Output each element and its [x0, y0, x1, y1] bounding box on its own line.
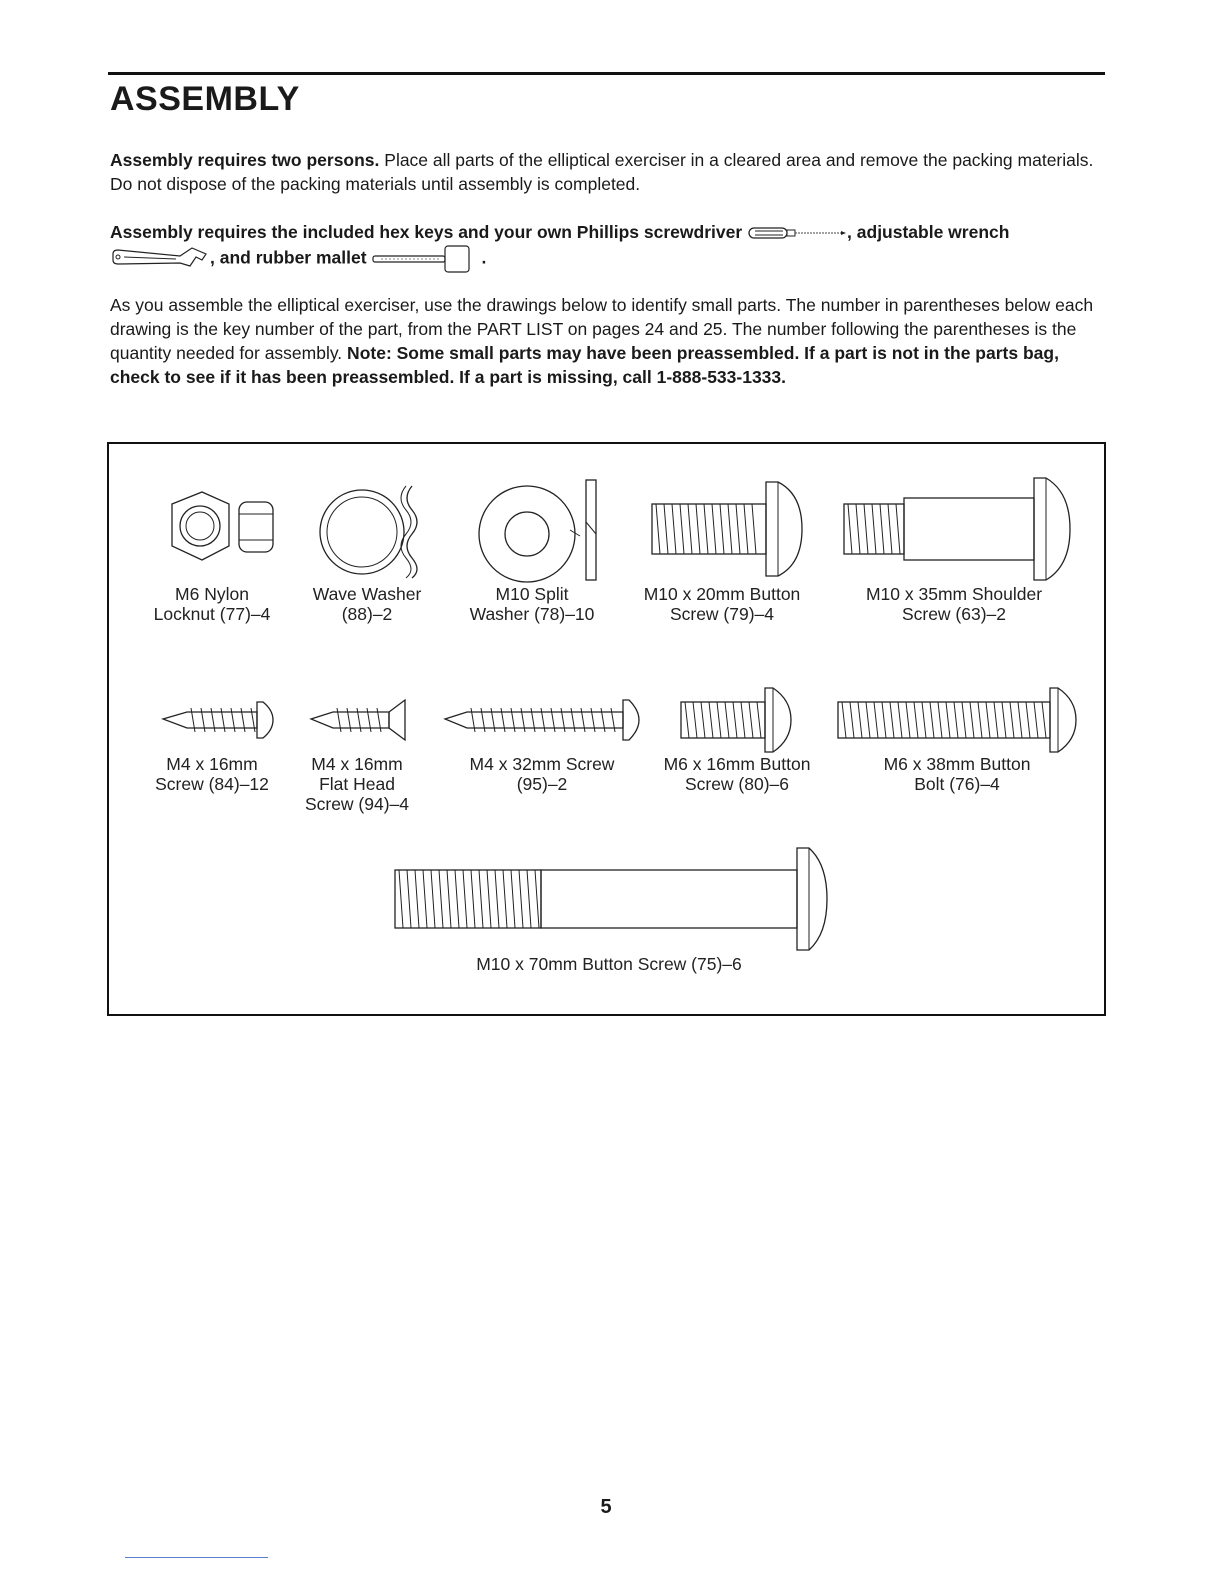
part-m10-35mm-shoulder-screw: [834, 474, 1074, 624]
part-m4-16mm-screw: [137, 684, 287, 794]
part-m6-38mm-button-bolt: [827, 684, 1087, 794]
part-label: M4 x 16mm Screw (84)–12: [155, 754, 269, 794]
wave-washer-icon: [302, 474, 432, 584]
part-label: M10 Split Washer (78)–10: [469, 584, 595, 624]
parts-identification-box: [107, 442, 1106, 1016]
parts-paragraph: [110, 293, 1110, 389]
tools-text-2: , adjustable wrench: [847, 222, 1010, 242]
part-label: M6 x 38mm Button Bolt (76)–4: [883, 754, 1031, 794]
part-m10-70mm-button-screw: [379, 844, 839, 974]
part-label: M10 x 35mm Shoulder Screw (63)–2: [865, 584, 1043, 624]
button-screw-icon: [632, 474, 812, 584]
part-m10-20mm-button-screw: [627, 474, 817, 624]
button-bolt-icon: [832, 684, 1082, 754]
part-wave-washer: [297, 474, 437, 624]
wrench-icon: [110, 246, 210, 272]
part-label: M10 x 20mm Button Screw (79)–4: [643, 584, 801, 624]
part-label: M4 x 16mm Flat Head Screw (94)–4: [304, 754, 410, 814]
intro-paragraph: [110, 148, 1110, 196]
intro-text: Place all parts of the elliptical exerciser in a cleared area and remove the packing materials. Do not dispose of the packing materials until assembly is completed.: [110, 150, 1094, 194]
parts-note: Note: Some small parts may have been preassembled. If a part is not in the parts bag, check to see if it has been preassembled. If a part is missing, call 1-888-533-1333.: [110, 343, 1059, 387]
part-label: M4 x 32mm Screw (95)–2: [469, 754, 615, 794]
part-label: M6 x 16mm Button Screw (80)–6: [663, 754, 811, 794]
top-rule: [108, 72, 1105, 75]
flat-head-screw-icon: [297, 684, 417, 754]
tools-text-1: Assembly requires the included hex keys and your own Phillips screwdriver: [110, 222, 743, 242]
shoulder-screw-icon: [834, 474, 1074, 584]
page-title: ASSEMBLY: [110, 80, 300, 118]
parts-instructions: As you assemble the elliptical exerciser, use the drawings below to identify small parts. The number in parentheses below each drawing is the key number of the part, from the PART LIST on pages 24 and 25. The number following the parentheses is the quantity needed for assembly.: [110, 295, 1094, 363]
locknut-icon: [147, 474, 277, 584]
screwdriver-icon: [747, 226, 847, 240]
part-label: M6 Nylon Locknut (77)–4: [153, 584, 271, 624]
part-label: M10 x 70mm Button Screw (75)–6: [476, 954, 742, 974]
two-persons-note: Assembly requires two persons.: [110, 150, 380, 170]
part-label: Wave Washer (88)–2: [312, 584, 422, 624]
rubber-mallet-icon: [371, 244, 481, 274]
part-m6-nylon-locknut: [137, 474, 287, 624]
split-washer-icon: [462, 474, 602, 584]
long-screw-icon: [437, 684, 647, 754]
screw-icon: [147, 684, 277, 754]
long-button-screw-icon: [389, 844, 829, 954]
footer-line: [125, 1557, 268, 1558]
part-m4-16mm-flat-head-screw: [287, 684, 427, 814]
part-m10-split-washer: [457, 474, 607, 624]
part-m4-32mm-screw: [437, 684, 647, 794]
tools-paragraph: [110, 220, 1110, 274]
tools-text-3: , and rubber mallet: [210, 247, 367, 268]
button-screw-icon: [667, 684, 807, 754]
page-number: 5: [600, 1496, 612, 1518]
part-m6-16mm-button-screw: [647, 684, 827, 794]
tools-text-4: .: [481, 247, 487, 268]
